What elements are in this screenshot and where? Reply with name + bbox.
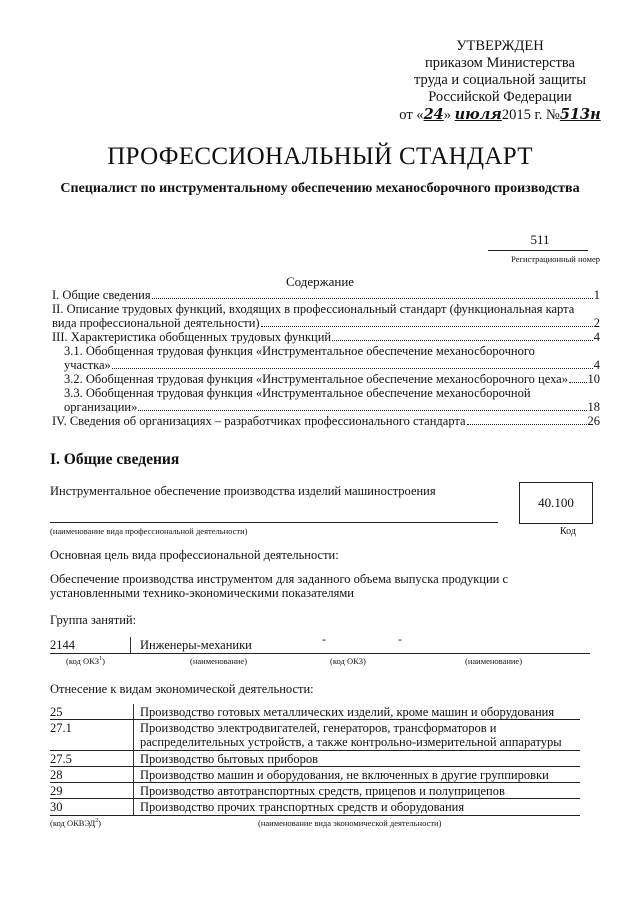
row-rule	[50, 815, 580, 816]
toc-leader	[138, 410, 586, 411]
date-mid: »	[443, 107, 455, 123]
toc-item-continuation[interactable]	[52, 358, 600, 372]
toc-item[interactable]	[52, 386, 600, 400]
toc-item-text: I. Общие сведения	[52, 288, 151, 302]
toc-item-text: 3.2. Обобщенная трудовая функция «Инструментальное обеспечение механосборочного цеха»	[64, 372, 568, 386]
occupation-name-2: -	[398, 632, 402, 646]
row-rule	[50, 782, 580, 783]
activity-name: Инструментальное обеспечение производства изделий машиностроения	[50, 484, 436, 498]
okz-code-caption-end: )	[102, 656, 105, 666]
okz-code-caption	[66, 656, 105, 666]
okz-code-caption-text: (код ОКЗ	[66, 656, 100, 666]
footnote-ref: 2	[95, 818, 99, 825]
row-rule	[50, 750, 580, 751]
approval-line: приказом Министерства	[425, 55, 575, 71]
okved-name: Производство электродвигателей, генераторов, трансформаторов и	[140, 721, 497, 735]
toc-item[interactable]	[52, 288, 600, 302]
goal-text-line: установленными технико-экономическими показателями	[50, 586, 354, 600]
code-caption: Код	[560, 526, 576, 537]
activity-name-caption: (наименование вида профессиональной деятельности)	[50, 526, 248, 536]
document-subtitle: Специалист по инструментальному обеспечению механосборочного производства	[60, 181, 580, 196]
row-rule	[50, 719, 580, 720]
toc-item-text: II. Описание трудовых функций, входящих в профессиональный стандарт (функциональная карта	[52, 302, 575, 316]
activity-code: 40.100	[538, 495, 574, 510]
toc-leader	[112, 368, 593, 369]
registration-label: Регистрационный номер	[511, 254, 600, 264]
toc-item-text: IV. Сведения об организациях – разработчиках профессионального стандарта	[52, 414, 466, 428]
occupation-name: Инженеры-механики	[140, 638, 252, 652]
table-of-contents	[52, 288, 600, 428]
toc-item-text-cont: участка»	[64, 358, 111, 372]
toc-item-page: 10	[587, 372, 600, 386]
registration-number: 511	[530, 232, 550, 247]
okved-code: 25	[50, 705, 63, 719]
group-label: Группа занятий:	[50, 613, 137, 627]
toc-item[interactable]	[52, 414, 600, 428]
toc-item-page: 26	[587, 414, 600, 428]
occupation-code-2: -	[322, 632, 326, 646]
goal-text	[50, 572, 590, 600]
registration-rule	[488, 250, 588, 251]
row-rule	[50, 798, 580, 799]
activity-code-box	[519, 482, 593, 524]
okved-name: Производство бытовых приборов	[140, 752, 319, 766]
okved-code-caption-text: (код ОКВЭД	[50, 818, 96, 828]
date-month: июля	[454, 106, 502, 123]
okz-code-caption-2: (код ОКЗ)	[330, 656, 366, 666]
toc-leader	[332, 340, 593, 341]
date-prefix: от «	[399, 107, 424, 123]
order-number: 513н	[559, 106, 601, 123]
goal-label: Основная цель вида профессиональной деятельности:	[50, 548, 339, 562]
okved-name: Производство машин и оборудования, не включенных в другие группировки	[140, 768, 549, 782]
toc-item-page: 4	[593, 330, 600, 344]
footnote-ref: 1	[99, 656, 103, 663]
okved-code: 29	[50, 784, 63, 798]
toc-item-continuation[interactable]	[52, 400, 600, 414]
okved-name-cont: распределительных устройств, а также контрольно-измерительной аппаратуры	[140, 735, 562, 749]
approval-block	[380, 38, 620, 124]
okz-name-caption: (наименование)	[190, 656, 248, 666]
occupation-rule	[50, 653, 590, 654]
toc-heading: Содержание	[285, 274, 355, 289]
toc-item-page: 18	[587, 400, 600, 414]
goal-text-line: Обеспечение производства инструментом для заданного объема выпуска продукции с	[50, 572, 509, 586]
okved-name: Производство готовых металлических изделий, кроме машин и оборудования	[140, 705, 555, 719]
approval-line: Российской Федерации	[428, 89, 572, 105]
toc-leader	[467, 424, 587, 425]
okved-code: 27.1	[50, 721, 72, 735]
toc-leader	[152, 298, 593, 299]
toc-item[interactable]	[52, 302, 600, 316]
activity-name-rule	[50, 522, 498, 523]
approval-line: труда и социальной защиты	[414, 72, 586, 88]
okved-code-caption-end: )	[98, 818, 101, 828]
document-title: ПРОФЕССИОНАЛЬНЫЙ СТАНДАРТ	[107, 143, 533, 170]
column-divider	[130, 637, 131, 653]
okved-code: 27.5	[50, 752, 72, 766]
toc-item-page: 1	[593, 288, 600, 302]
toc-item[interactable]	[52, 330, 600, 344]
toc-item-text-cont: вида профессиональной деятельности)	[52, 316, 260, 330]
section-heading: I. Общие сведения	[50, 451, 180, 468]
toc-leader	[261, 326, 593, 327]
approval-date	[380, 106, 620, 124]
column-divider	[133, 704, 134, 816]
toc-item-continuation[interactable]	[52, 316, 600, 330]
economic-label: Отнесение к видам экономической деятельности:	[50, 682, 314, 696]
occupation-code: 2144	[50, 638, 75, 652]
okved-code-caption	[50, 818, 101, 828]
toc-item-text: 3.1. Обобщенная трудовая функция «Инструментальное обеспечение механосборочного	[64, 344, 535, 358]
toc-item-text: III. Характеристика обобщенных трудовых функций	[52, 330, 332, 344]
okz-name-caption-2: (наименование)	[465, 656, 523, 666]
toc-item-page: 2	[593, 316, 600, 330]
toc-item-page: 4	[593, 358, 600, 372]
toc-item-text-cont: организации»	[64, 400, 138, 414]
row-rule	[50, 766, 580, 767]
toc-leader	[569, 382, 587, 383]
okved-code: 28	[50, 768, 63, 782]
approval-line: УТВЕРЖДЕН	[456, 38, 544, 54]
date-year: 2015 г. №	[501, 107, 560, 123]
date-day: 24	[423, 106, 444, 123]
okved-code: 30	[50, 800, 63, 814]
okved-name-caption: (наименование вида экономической деятельности)	[258, 818, 442, 828]
toc-item[interactable]	[52, 372, 600, 386]
toc-item[interactable]	[52, 344, 600, 358]
okved-name: Производство прочих транспортных средств и оборудования	[140, 800, 465, 814]
okved-name: Производство автотранспортных средств, прицепов и полуприцепов	[140, 784, 505, 798]
toc-item-text: 3.3. Обобщенная трудовая функция «Инструментальное обеспечение механосборочной	[64, 386, 531, 400]
